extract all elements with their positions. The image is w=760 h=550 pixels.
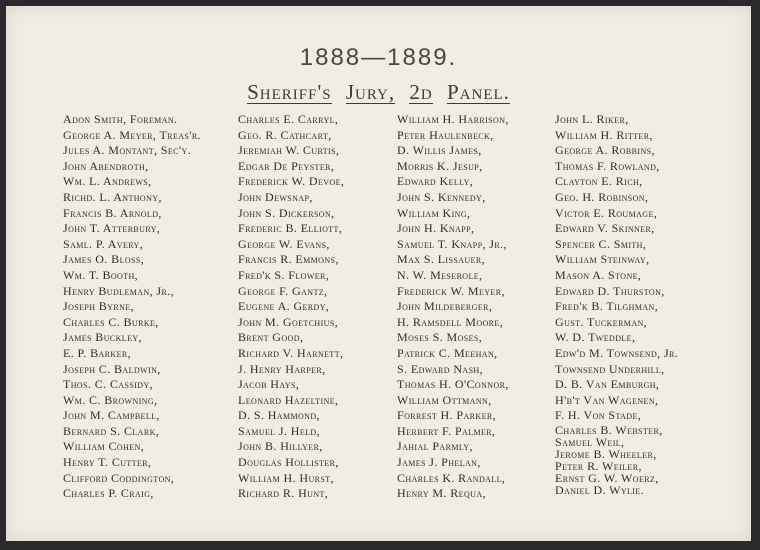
juror-name: John S. Kennedy,: [397, 189, 486, 204]
juror-name: Douglas Hollister,: [238, 455, 339, 470]
juror-name: J. Henry Harper,: [238, 361, 326, 376]
juror-name: Charles B. Webster,: [555, 422, 663, 437]
juror-name: Mason A. Stone,: [555, 267, 642, 282]
juror-name: George A. Robbins,: [555, 143, 655, 158]
juror-name: E. P. Barker,: [63, 345, 131, 360]
juror-name: Geo. H. Robinson,: [555, 189, 649, 204]
juror-name: Samuel T. Knapp, Jr.,: [397, 236, 507, 251]
juror-name: John Dewsnap,: [238, 189, 313, 204]
juror-name: Charles K. Randall,: [397, 470, 506, 485]
juror-name: Clayton E. Rich,: [555, 174, 643, 189]
juror-name: Bernard S. Clark,: [63, 423, 160, 438]
juror-name: H. Ramsdell Moore,: [397, 314, 504, 329]
title-word-sheriffs: Sheriff's: [247, 80, 332, 104]
juror-name: Edward Kelly,: [397, 174, 474, 189]
juror-name: Geo. R. Cathcart,: [238, 127, 332, 142]
juror-name: Gust. Tuckerman,: [555, 314, 648, 329]
juror-name: Wm. C. Browning,: [63, 392, 158, 407]
juror-name: Samuel J. Held,: [238, 423, 321, 438]
juror-name: Samuel Weil,: [555, 434, 625, 449]
juror-name: John Abendroth,: [63, 158, 149, 173]
juror-name: William H. Hurst,: [238, 470, 334, 485]
juror-name: Herbert F. Palmer,: [397, 423, 496, 438]
juror-name: Victor E. Roumage,: [555, 205, 658, 220]
title-word-jury: Jury,: [345, 80, 396, 104]
juror-name: Fred'k S. Flower,: [238, 267, 330, 282]
juror-name: John M. Campbell,: [63, 408, 160, 423]
juror-name: Jerome B. Wheeler,: [555, 446, 657, 461]
juror-name: Jacob Hays,: [238, 377, 300, 392]
juror-name: Clifford Coddington,: [63, 470, 175, 485]
juror-name: Peter Haulenbeck,: [397, 127, 494, 142]
juror-name: John S. Dickerson,: [238, 205, 335, 220]
juror-name: Charles C. Burke,: [63, 314, 159, 329]
juror-name: Morris K. Jesup,: [397, 158, 483, 173]
juror-name: William Cohen,: [63, 439, 145, 454]
juror-name: George A. Meyer, Treas'r.: [63, 127, 201, 142]
juror-name: Thomas F. Rowland,: [555, 158, 660, 173]
juror-name: George F. Gantz,: [238, 283, 328, 298]
title-word-panel: Panel.: [446, 80, 510, 104]
juror-name: Patrick C. Meehan,: [397, 345, 498, 360]
juror-name: Leonard Hazeltine,: [238, 392, 339, 407]
juror-name: Francis B. Arnold,: [63, 205, 162, 220]
juror-name: Wm. L. Andrews,: [63, 174, 152, 189]
juror-name: John L. Riker,: [555, 112, 629, 126]
juror-name: James J. Phelan,: [397, 455, 481, 470]
juror-name: Townsend Underhill,: [555, 361, 665, 376]
juror-name: Fred'k B. Tilghman,: [555, 299, 659, 314]
juror-name: Jules A. Montant, Sec'y.: [63, 143, 192, 158]
juror-name: James Buckley,: [63, 330, 142, 345]
year-heading: 1888—1889.: [299, 44, 458, 71]
juror-name: Joseph Byrne,: [63, 299, 134, 314]
name-column-1: [63, 112, 223, 502]
juror-name: W. D. Tweddle,: [555, 330, 636, 345]
juror-name: John Mildeberger,: [397, 299, 493, 314]
juror-name: Jeremiah W. Curtis,: [238, 143, 340, 158]
juror-name: Thos. C. Cassidy,: [63, 377, 154, 392]
juror-name: H'b't Van Wagenen,: [555, 392, 659, 407]
juror-name: Charles P. Craig,: [63, 486, 154, 501]
juror-name: Joseph C. Baldwin,: [63, 361, 161, 376]
juror-name: Richard V. Harnett,: [238, 345, 344, 360]
juror-name: D. S. Hammond,: [238, 408, 320, 423]
juror-name: Henry Budleman, Jr.,: [63, 283, 175, 298]
juror-name: Max S. Lissauer,: [397, 252, 485, 267]
juror-name: Edward V. Skinner,: [555, 221, 655, 236]
juror-name: William Steinway,: [555, 252, 650, 267]
juror-name: Henry T. Cutter,: [63, 455, 152, 470]
juror-name: Jahial Parmly,: [397, 439, 473, 454]
juror-name: Charles E. Carryl,: [238, 112, 339, 126]
juror-name: Francis R. Emmons,: [238, 252, 339, 267]
juror-name: Thomas H. O'Connor,: [397, 377, 509, 392]
juror-name: Richd. L. Anthony,: [63, 189, 162, 204]
juror-name: Frederic B. Elliott,: [238, 221, 343, 236]
juror-name: William Ottmann,: [397, 392, 492, 407]
juror-name: Peter R. Weiler,: [555, 458, 642, 473]
panel-title: [6, 80, 751, 105]
juror-name: William H. Ritter,: [555, 127, 653, 142]
name-column-3: [397, 112, 557, 502]
juror-name: Daniel D. Wylie.: [555, 482, 645, 497]
title-word-2d: 2d: [409, 80, 433, 104]
juror-name: John H. Knapp,: [397, 221, 475, 236]
juror-name: Eugene A. Gerdy,: [238, 299, 330, 314]
juror-name: Wm. T. Booth,: [63, 267, 139, 282]
juror-name: Ernst G. W. Woerz,: [555, 470, 659, 485]
juror-name: S. Edward Nash,: [397, 361, 484, 376]
juror-name: George W. Evans,: [238, 236, 330, 251]
juror-name: Adon Smith, Foreman.: [63, 112, 178, 126]
juror-name: D. Willis James,: [397, 143, 482, 158]
juror-name: William King,: [397, 205, 471, 220]
name-column-2: [238, 112, 398, 502]
juror-name: James O. Bloss,: [63, 252, 145, 267]
juror-name: John T. Atterbury,: [63, 221, 161, 236]
juror-name: Henry M. Requa,: [397, 486, 486, 501]
juror-name: John B. Hillyer,: [238, 439, 323, 454]
juror-name: Brent Good,: [238, 330, 304, 345]
juror-name: Edward D. Thurston,: [555, 283, 665, 298]
juror-name: Forrest H. Parker,: [397, 408, 496, 423]
name-column-4: [555, 112, 755, 496]
printed-card: [6, 6, 751, 541]
juror-name: John M. Goetchius,: [238, 314, 339, 329]
juror-name: F. H. Von Stade,: [555, 408, 642, 423]
juror-name: Frederick W. Devoe,: [238, 174, 345, 189]
juror-name: William H. Harrison,: [397, 112, 509, 126]
juror-name: D. B. Van Emburgh,: [555, 377, 660, 392]
juror-name: Saml. P. Avery,: [63, 236, 144, 251]
juror-name: Spencer C. Smith,: [555, 236, 647, 251]
juror-name: N. W. Meserole,: [397, 267, 483, 282]
juror-name: Richard R. Hunt,: [238, 486, 329, 501]
juror-name: Edw'd M. Townsend, Jr.: [555, 345, 679, 360]
juror-name: Frederick W. Meyer,: [397, 283, 505, 298]
juror-name: Edgar De Peyster,: [238, 158, 335, 173]
juror-name: Moses S. Moses,: [397, 330, 483, 345]
